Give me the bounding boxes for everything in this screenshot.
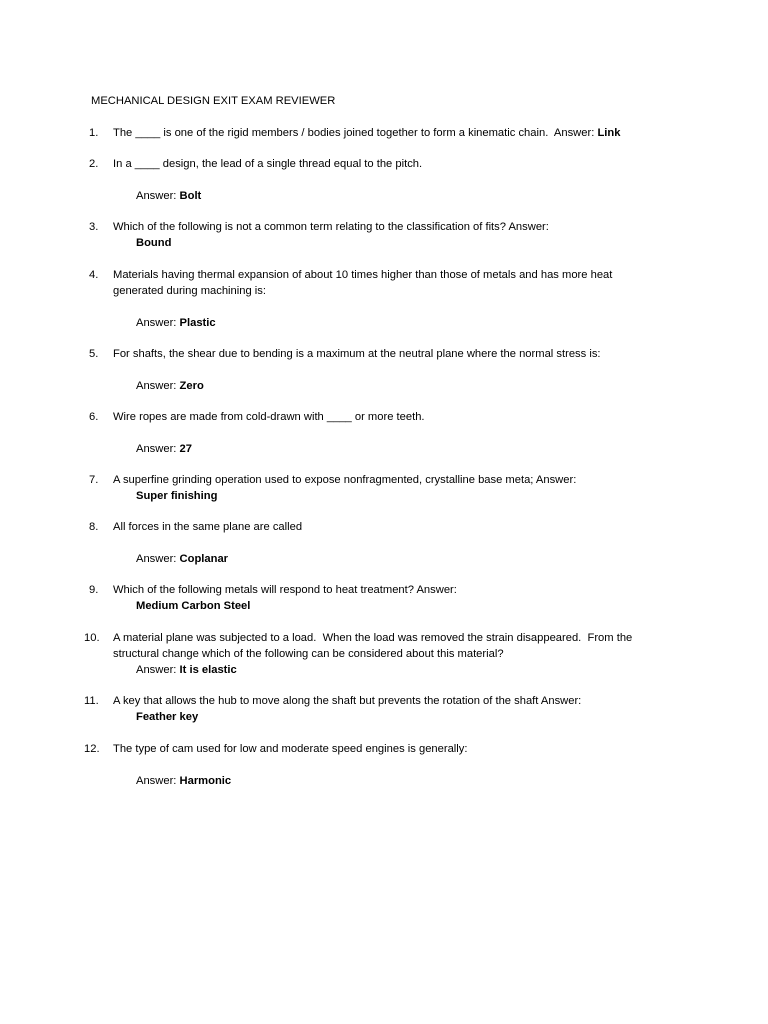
- answer-label: Answer:: [136, 664, 180, 676]
- question-number: 7.: [89, 474, 99, 486]
- question-text: In a ____ design, the lead of a single thread equal to the pitch.: [113, 158, 423, 170]
- answer-line: [136, 188, 201, 204]
- question-text: All forces in the same plane are called: [113, 521, 303, 533]
- answer-text: Harmonic: [179, 775, 232, 787]
- answer-text: Plastic: [179, 317, 216, 329]
- question-text: Which of the following is not a common term relating to the classification of fits? Answer:: [113, 221, 549, 233]
- question-text: For shafts, the shear due to bending is a maximum at the neutral plane where the normal stress is:: [113, 348, 601, 360]
- question-number: 3.: [89, 221, 99, 233]
- answer-line: [136, 441, 192, 457]
- answer-text: Zero: [179, 380, 204, 392]
- question-text: A material plane was subjected to a load. When the load was removed the strain disappeared. From the structural change which of the following can be considered about this material?: [113, 632, 633, 660]
- answer-label: Answer:: [136, 553, 180, 565]
- question-number: 1.: [89, 127, 99, 139]
- question-number: 6.: [89, 411, 99, 423]
- answer-line: [136, 662, 237, 678]
- document-title: MECHANICAL DESIGN EXIT EXAM REVIEWER: [91, 95, 336, 107]
- question-number: 8.: [89, 521, 99, 533]
- question-number: 5.: [89, 348, 99, 360]
- answer-text: It is elastic: [179, 664, 237, 676]
- question-text: The ____ is one of the rigid members / bodies joined together to form a kinematic chain. Answer: Link: [113, 127, 621, 139]
- answer-label: Answer:: [136, 190, 180, 202]
- question-text: The type of cam used for low and moderate speed engines is generally:: [113, 743, 468, 755]
- question-text: A superfine grinding operation used to expose nonfragmented, crystalline base meta; Answer:: [113, 474, 577, 486]
- question-number: 2.: [89, 158, 99, 170]
- answer-line: [136, 315, 216, 331]
- answer-text: Coplanar: [179, 553, 229, 565]
- answer-text: 27: [179, 443, 192, 455]
- answer-line: [136, 378, 204, 394]
- question-text: Which of the following metals will respond to heat treatment? Answer:: [113, 584, 457, 596]
- answer-label: Answer:: [136, 380, 180, 392]
- answer-text: Super finishing: [136, 490, 218, 502]
- answer-label: Answer:: [136, 443, 180, 455]
- question-number: 12.: [84, 743, 100, 755]
- question-number: 4.: [89, 269, 99, 281]
- answer-label: Answer:: [136, 775, 180, 787]
- question-text: Wire ropes are made from cold-drawn with ____ or more teeth.: [113, 411, 425, 423]
- answer-text: Bound: [136, 237, 172, 249]
- answer-label: Answer:: [136, 317, 180, 329]
- answer-line: [136, 773, 231, 789]
- answer-text: Medium Carbon Steel: [136, 600, 251, 612]
- question-number: 10.: [84, 632, 100, 644]
- question-number: 9.: [89, 584, 99, 596]
- answer-text: Bolt: [179, 190, 202, 202]
- question-text: A key that allows the hub to move along the shaft but prevents the rotation of the shaft Answer:: [113, 695, 582, 707]
- question-number: 11.: [84, 695, 99, 707]
- question-text: Materials having thermal expansion of about 10 times higher than those of metals and has more heat generated during machining is:: [113, 269, 613, 297]
- answer-text: Feather key: [136, 711, 199, 723]
- answer-text: Link: [597, 127, 621, 139]
- answer-line: [136, 551, 228, 567]
